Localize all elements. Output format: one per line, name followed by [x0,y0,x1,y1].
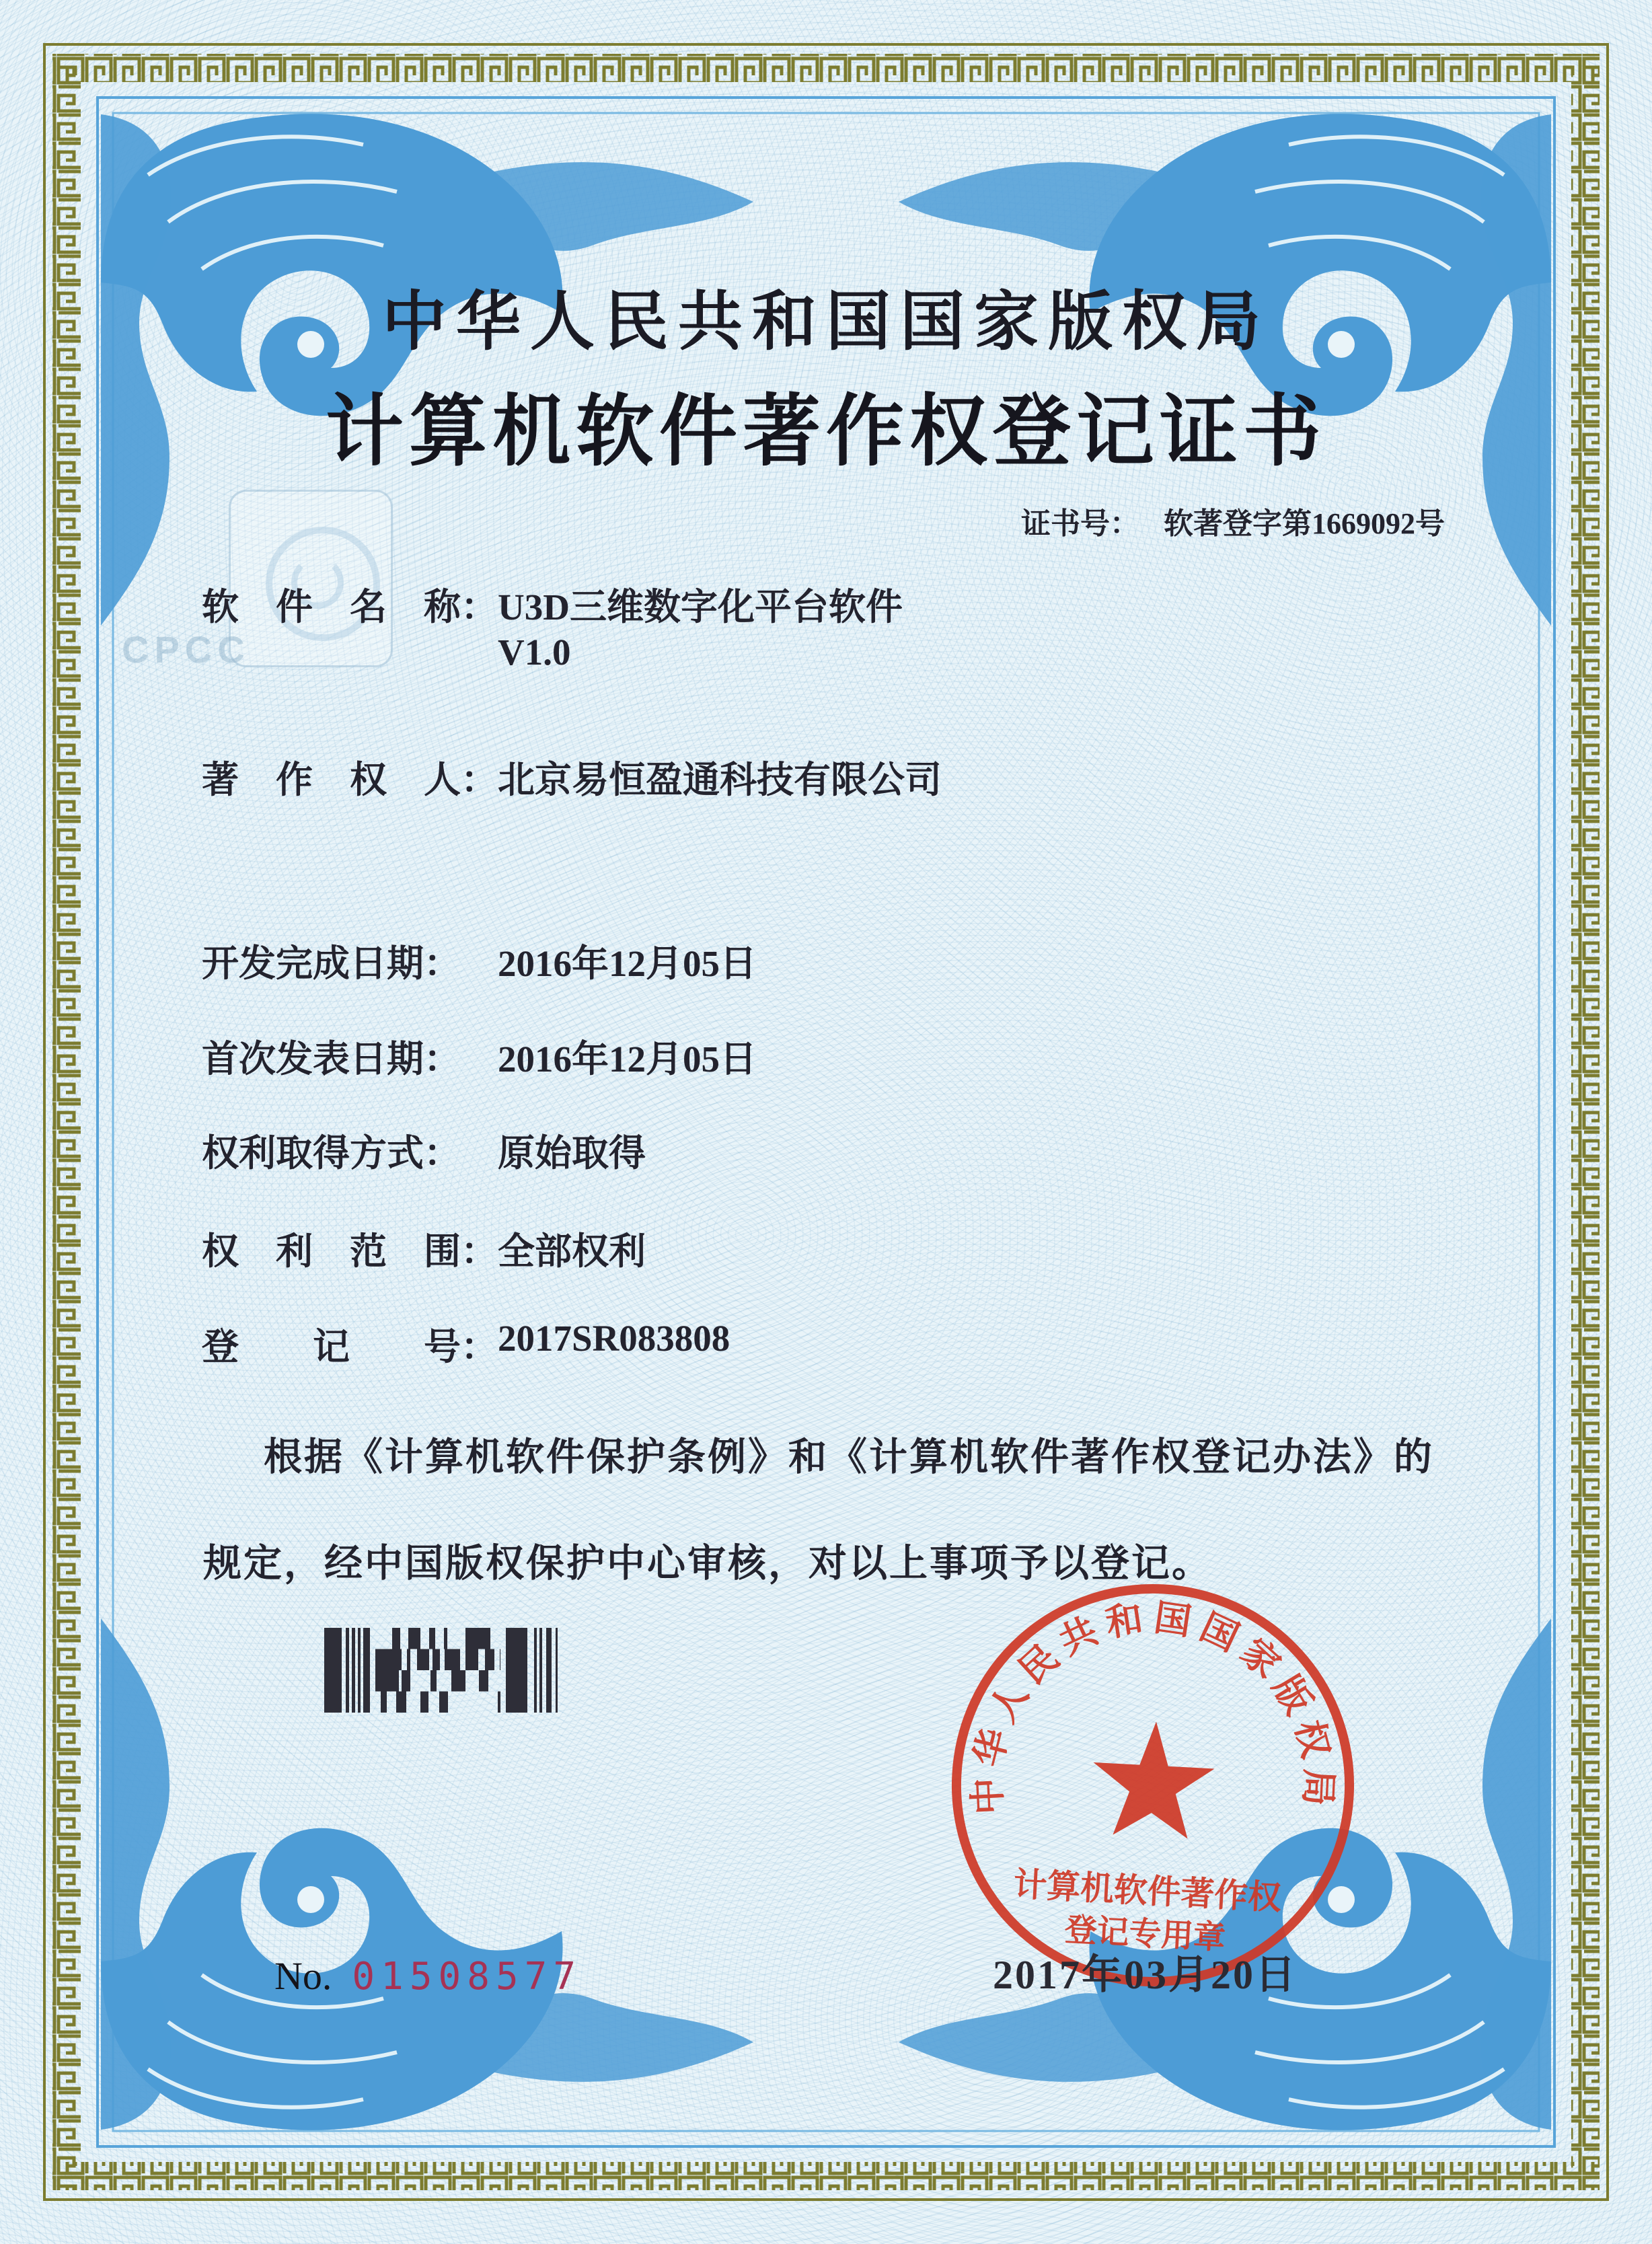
barcode [324,1628,561,1713]
field-first-publish-date-label: 首次发表日期： [202,1039,461,1080]
field-software-name [202,577,903,630]
field-rights-scope [202,1222,646,1275]
field-rights-scope-value: 全部权利 [498,1231,646,1272]
serial-prefix: No. [274,1954,332,1998]
issue-date: 2017年03月20日 [993,1953,1298,1997]
certificate-number-value: 软著登字第1669092号 [1164,507,1445,540]
field-registration-number-value: 2017SR083808 [498,1318,730,1359]
field-rights-scope-label: 权 利 范 围： [202,1231,498,1272]
field-rights-acquisition-label: 权利取得方式： [202,1133,461,1174]
issuing-authority: 中华人民共和国国家版权局 [382,286,1270,358]
certificate-number-label: 证书号： [1021,507,1139,540]
field-dev-complete-date-value: 2016年12月05日 [498,943,757,984]
seal-arc-text: 中华人民共和国国家版权局 [966,1596,1340,1816]
field-rights-acquisition-value: 原始取得 [498,1133,646,1174]
seal-text-line1: 计算机软件著作权 [1012,1865,1283,1917]
field-copyright-owner [202,750,942,803]
cpcc-watermark-text: CPCC [122,628,250,671]
serial-number: 01508577 [352,1955,583,1998]
official-seal [945,1577,1361,1993]
statement-line-2: 规定，经中国版权保护中心审核，对以上事项予以登记。 [203,1542,1212,1585]
seal-star-icon [1090,1719,1217,1840]
field-software-name-label: 软 件 名 称： [202,587,498,628]
certificate-title: 计算机软件著作权登记证书 [326,389,1326,476]
field-copyright-owner-value: 北京易恒盈通科技有限公司 [498,759,942,800]
field-copyright-owner-label: 著 作 权 人： [202,759,498,800]
field-software-version-value: V1.0 [498,632,571,673]
field-dev-complete-date-label: 开发完成日期： [202,943,461,984]
field-dev-complete-date [202,934,757,987]
certificate-number-line [1021,499,1445,542]
seal-text-line2: 登记专用章 [1063,1912,1227,1957]
field-registration-number [202,1317,730,1370]
serial-number-line [274,1953,582,1998]
field-first-publish-date [202,1029,757,1082]
field-first-publish-date-value: 2016年12月05日 [498,1039,757,1080]
statement-line-1: 根据《计算机软件保护条例》和《计算机软件著作权登记办法》的 [264,1436,1434,1479]
field-rights-acquisition [202,1123,646,1176]
field-software-name-value: U3D三维数字化平台软件 [498,587,903,628]
field-registration-number-label: 登 记 号： [202,1326,498,1368]
